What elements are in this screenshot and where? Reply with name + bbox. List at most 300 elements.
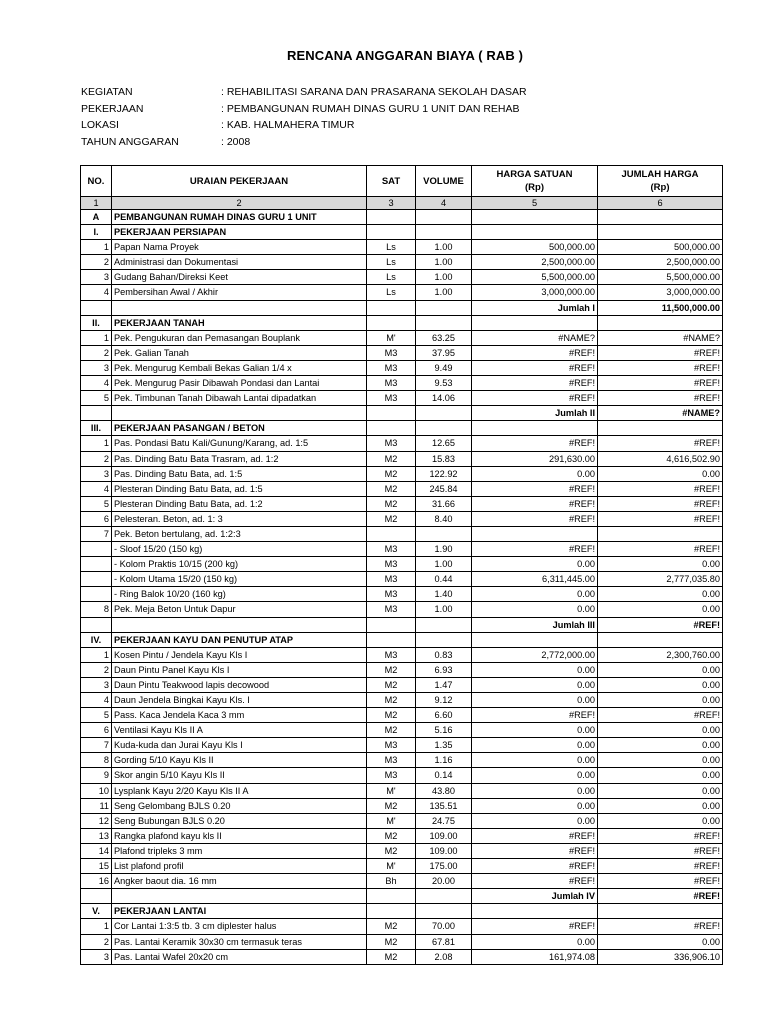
item-volume: 24.75 — [416, 813, 472, 828]
rab-table — [80, 165, 723, 965]
item-description: Daun Pintu Panel Kayu Kls I — [112, 662, 367, 677]
item-volume: 1.00 — [416, 255, 472, 270]
header-no: NO. — [81, 166, 112, 197]
cell-no — [81, 889, 112, 904]
item-description: Pek. Timbunan Tanah Dibawah Lantai dipadatkan — [112, 391, 367, 406]
item-number: 3 — [81, 949, 112, 964]
header-harga-line2: (Rp) — [525, 182, 544, 193]
item-number: 3 — [81, 466, 112, 481]
item-number: 4 — [81, 376, 112, 391]
item-number: 11 — [81, 798, 112, 813]
item-description: Skor angin 5/10 Kayu Kls II — [112, 768, 367, 783]
section-title: PEKERJAAN PERSIAPAN — [112, 225, 367, 240]
table-row — [81, 557, 723, 572]
cell-sat — [367, 632, 416, 647]
item-number: 2 — [81, 345, 112, 360]
section-number: A — [81, 210, 112, 225]
item-unit-price: #REF! — [472, 511, 598, 526]
cell-volume — [416, 617, 472, 632]
item-unit-price: 0.00 — [472, 783, 598, 798]
cell-sat — [367, 889, 416, 904]
item-volume: 0.44 — [416, 572, 472, 587]
item-total-price: 4,616,502.90 — [598, 451, 723, 466]
item-volume: 1.47 — [416, 677, 472, 692]
item-total-price: 0.00 — [598, 602, 723, 617]
item-unit-price: 0.00 — [472, 768, 598, 783]
cell-volume — [416, 315, 472, 330]
table-row — [81, 859, 723, 874]
cell-sat — [367, 421, 416, 436]
item-total-price: #REF! — [598, 345, 723, 360]
item-description: Pek. Meja Beton Untuk Dapur — [112, 602, 367, 617]
item-unit: Ls — [367, 270, 416, 285]
item-volume: 1.00 — [416, 285, 472, 300]
section-title: PEKERJAAN TANAH — [112, 315, 367, 330]
cell-volume — [416, 300, 472, 315]
cell-no — [81, 300, 112, 315]
item-unit: M' — [367, 783, 416, 798]
item-unit-price: #REF! — [472, 391, 598, 406]
meta-label: LOKASI — [81, 119, 119, 131]
item-unit: M2 — [367, 451, 416, 466]
item-unit: M3 — [367, 557, 416, 572]
item-unit-price: #REF! — [472, 874, 598, 889]
item-number: 8 — [81, 602, 112, 617]
item-description: - Kolom Utama 15/20 (150 kg) — [112, 572, 367, 587]
item-total-price: #REF! — [598, 843, 723, 858]
item-unit-price: #REF! — [472, 859, 598, 874]
item-volume: 1.00 — [416, 557, 472, 572]
table-row — [81, 345, 723, 360]
section-title: PEMBANGUNAN RUMAH DINAS GURU 1 UNIT — [112, 210, 367, 225]
item-volume: 0.83 — [416, 647, 472, 662]
item-unit-price: 0.00 — [472, 798, 598, 813]
item-total-price: 0.00 — [598, 723, 723, 738]
item-description: Plesteran Dinding Batu Bata, ad. 1:2 — [112, 496, 367, 511]
item-unit: M3 — [367, 542, 416, 557]
section-title: PEKERJAAN PASANGAN / BETON — [112, 421, 367, 436]
item-unit-price — [472, 526, 598, 541]
item-description: Plafond tripleks 3 mm — [112, 843, 367, 858]
meta-value: : PEMBANGUNAN RUMAH DINAS GURU 1 UNIT DAN REHAB — [221, 102, 520, 115]
cell-desc — [112, 406, 367, 421]
section-row — [81, 421, 723, 436]
item-unit-price: #REF! — [472, 436, 598, 451]
cell-sat — [367, 210, 416, 225]
item-unit-price: 0.00 — [472, 738, 598, 753]
item-number: 5 — [81, 391, 112, 406]
item-number: 4 — [81, 481, 112, 496]
table-row — [81, 451, 723, 466]
item-unit: M3 — [367, 572, 416, 587]
item-number: 3 — [81, 360, 112, 375]
item-total-price: #REF! — [598, 859, 723, 874]
cell-sat — [367, 225, 416, 240]
item-number: 2 — [81, 934, 112, 949]
item-description: Gudang Bahan/Direksi Keet — [112, 270, 367, 285]
item-total-price: #NAME? — [598, 330, 723, 345]
item-unit-price: 3,000,000.00 — [472, 285, 598, 300]
section-title: PEKERJAAN LANTAI — [112, 904, 367, 919]
item-unit-price: 2,500,000.00 — [472, 255, 598, 270]
item-volume: 37.95 — [416, 345, 472, 360]
item-unit: M' — [367, 813, 416, 828]
item-total-price: #REF! — [598, 496, 723, 511]
item-description: Pek. Pengukuran dan Pemasangan Bouplank — [112, 330, 367, 345]
item-number: 3 — [81, 270, 112, 285]
item-unit: Ls — [367, 240, 416, 255]
item-number: 1 — [81, 919, 112, 934]
table-row — [81, 376, 723, 391]
cell-sat — [367, 406, 416, 421]
cell-volume — [416, 210, 472, 225]
col-number: 6 — [598, 197, 723, 210]
item-volume: 15.83 — [416, 451, 472, 466]
header-jumlah-harga — [598, 166, 723, 197]
item-volume: 20.00 — [416, 874, 472, 889]
item-description: - Kolom Praktis 10/15 (200 kg) — [112, 557, 367, 572]
table-row — [81, 526, 723, 541]
item-description: Ventilasi Kayu Kls II A — [112, 723, 367, 738]
item-total-price: 0.00 — [598, 677, 723, 692]
section-number: I. — [81, 225, 112, 240]
header-jumlah-line2: (Rp) — [650, 182, 670, 193]
table-row — [81, 360, 723, 375]
table-row — [81, 285, 723, 300]
col-number: 1 — [81, 197, 112, 210]
item-number: 10 — [81, 783, 112, 798]
table-row — [81, 602, 723, 617]
item-unit: Ls — [367, 285, 416, 300]
item-unit-price: #REF! — [472, 360, 598, 375]
item-total-price — [598, 526, 723, 541]
item-unit-price: #REF! — [472, 376, 598, 391]
item-unit-price: 0.00 — [472, 813, 598, 828]
item-description: Pembersihan Awal / Akhir — [112, 285, 367, 300]
section-row — [81, 315, 723, 330]
item-description: List plafond profil — [112, 859, 367, 874]
item-total-price: 0.00 — [598, 662, 723, 677]
item-volume: 43.80 — [416, 783, 472, 798]
table-row — [81, 481, 723, 496]
item-description: Cor Lantai 1:3:5 tb. 3 cm diplester halus — [112, 919, 367, 934]
section-row — [81, 904, 723, 919]
item-description: Angker baout dia. 16 mm — [112, 874, 367, 889]
item-number: 2 — [81, 451, 112, 466]
item-total-price: 0.00 — [598, 798, 723, 813]
item-unit: M3 — [367, 436, 416, 451]
item-number — [81, 587, 112, 602]
item-unit — [367, 526, 416, 541]
item-description: - Ring Balok 10/20 (160 kg) — [112, 587, 367, 602]
item-description: Pas. Lantai Wafel 20x20 cm — [112, 949, 367, 964]
header-harga-line1: HARGA SATUAN — [496, 169, 573, 180]
item-total-price: #REF! — [598, 828, 723, 843]
col-number: 4 — [416, 197, 472, 210]
item-total-price: 5,500,000.00 — [598, 270, 723, 285]
item-unit: M3 — [367, 738, 416, 753]
item-volume — [416, 526, 472, 541]
item-unit: M2 — [367, 843, 416, 858]
cell-volume — [416, 421, 472, 436]
item-number: 15 — [81, 859, 112, 874]
item-unit-price: #REF! — [472, 481, 598, 496]
item-volume: 1.90 — [416, 542, 472, 557]
table-row — [81, 783, 723, 798]
item-total-price: #REF! — [598, 708, 723, 723]
table-row — [81, 798, 723, 813]
item-number: 6 — [81, 723, 112, 738]
item-number: 6 — [81, 511, 112, 526]
subtotal-label: Jumlah I — [472, 300, 598, 315]
cell-jumlah — [598, 421, 723, 436]
cell-sat — [367, 315, 416, 330]
item-total-price: 0.00 — [598, 693, 723, 708]
table-row — [81, 693, 723, 708]
table-row — [81, 723, 723, 738]
header-volume: VOLUME — [416, 166, 472, 197]
item-total-price: 0.00 — [598, 557, 723, 572]
page-title: RENCANA ANGGARAN BIAYA ( RAB ) — [286, 48, 524, 63]
section-row — [81, 225, 723, 240]
item-volume: 1.00 — [416, 240, 472, 255]
item-unit: M3 — [367, 768, 416, 783]
item-description: Kosen Pintu / Jendela Kayu Kls I — [112, 647, 367, 662]
meta-value: : 2008 — [221, 135, 251, 148]
item-volume: 2.08 — [416, 949, 472, 964]
item-unit: M2 — [367, 934, 416, 949]
item-total-price: 0.00 — [598, 466, 723, 481]
item-unit-price: 0.00 — [472, 466, 598, 481]
item-unit: M2 — [367, 723, 416, 738]
item-number: 3 — [81, 677, 112, 692]
item-volume: 1.16 — [416, 753, 472, 768]
table-row — [81, 874, 723, 889]
item-number: 14 — [81, 843, 112, 858]
item-volume: 135.51 — [416, 798, 472, 813]
item-unit: M3 — [367, 602, 416, 617]
table-row — [81, 768, 723, 783]
item-description: Daun Pintu Teakwood lapis decowood — [112, 677, 367, 692]
item-unit: Ls — [367, 255, 416, 270]
item-total-price: 0.00 — [598, 934, 723, 949]
item-total-price: 336,906.10 — [598, 949, 723, 964]
item-volume: 31.66 — [416, 496, 472, 511]
item-total-price: 0.00 — [598, 587, 723, 602]
cell-jumlah — [598, 210, 723, 225]
item-number: 2 — [81, 662, 112, 677]
table-row — [81, 270, 723, 285]
column-number-row — [81, 197, 723, 210]
item-description: Kuda-kuda dan Jurai Kayu Kls I — [112, 738, 367, 753]
item-volume: 63.25 — [416, 330, 472, 345]
item-unit: M2 — [367, 466, 416, 481]
item-number: 9 — [81, 768, 112, 783]
table-row — [81, 843, 723, 858]
item-total-price: #REF! — [598, 511, 723, 526]
cell-harga — [472, 315, 598, 330]
item-description: Rangka plafond kayu kls II — [112, 828, 367, 843]
cell-harga — [472, 210, 598, 225]
item-number: 16 — [81, 874, 112, 889]
item-unit: M3 — [367, 753, 416, 768]
item-unit: M2 — [367, 511, 416, 526]
item-description: Pelesteran. Beton, ad. 1: 3 — [112, 511, 367, 526]
cell-volume — [416, 632, 472, 647]
item-unit: M2 — [367, 708, 416, 723]
section-row — [81, 210, 723, 225]
table-row — [81, 572, 723, 587]
meta-value: : KAB. HALMAHERA TIMUR — [221, 119, 355, 131]
subtotal-label: Jumlah II — [472, 406, 598, 421]
col-number: 5 — [472, 197, 598, 210]
item-number: 1 — [81, 330, 112, 345]
col-number: 2 — [112, 197, 367, 210]
table-row — [81, 436, 723, 451]
item-unit: M2 — [367, 496, 416, 511]
cell-desc — [112, 300, 367, 315]
subtotal-row — [81, 300, 723, 315]
cell-volume — [416, 406, 472, 421]
item-volume: 9.49 — [416, 360, 472, 375]
item-number — [81, 572, 112, 587]
table-row — [81, 677, 723, 692]
item-unit: M2 — [367, 677, 416, 692]
subtotal-amount: #REF! — [598, 617, 723, 632]
item-description: Plesteran Dinding Batu Bata, ad. 1:5 — [112, 481, 367, 496]
item-number: 4 — [81, 285, 112, 300]
subtotal-amount: #REF! — [598, 889, 723, 904]
subtotal-row — [81, 889, 723, 904]
table-row — [81, 708, 723, 723]
item-unit: M2 — [367, 828, 416, 843]
item-unit-price: 2,772,000.00 — [472, 647, 598, 662]
item-total-price: #REF! — [598, 391, 723, 406]
item-volume: 109.00 — [416, 843, 472, 858]
item-unit: M3 — [367, 376, 416, 391]
item-total-price: 0.00 — [598, 753, 723, 768]
cell-desc — [112, 617, 367, 632]
item-total-price: 2,777,035.80 — [598, 572, 723, 587]
cell-no — [81, 406, 112, 421]
item-unit-price: #NAME? — [472, 330, 598, 345]
item-volume: 6.60 — [416, 708, 472, 723]
item-unit: M2 — [367, 481, 416, 496]
item-unit: Bh — [367, 874, 416, 889]
item-description: Pas. Pondasi Batu Kali/Gunung/Karang, ad. 1:5 — [112, 436, 367, 451]
table-row — [81, 240, 723, 255]
subtotal-amount: 11,500,000.00 — [598, 300, 723, 315]
item-description: Pas. Dinding Batu Bata Trasram, ad. 1:2 — [112, 451, 367, 466]
item-unit: M2 — [367, 662, 416, 677]
item-description: Pas. Dinding Batu Bata, ad. 1:5 — [112, 466, 367, 481]
item-total-price: #REF! — [598, 542, 723, 557]
cell-harga — [472, 904, 598, 919]
table-row — [81, 738, 723, 753]
item-unit-price: #REF! — [472, 542, 598, 557]
item-volume: 1.00 — [416, 602, 472, 617]
item-unit-price: #REF! — [472, 843, 598, 858]
table-row — [81, 828, 723, 843]
subtotal-amount: #NAME? — [598, 406, 723, 421]
item-description: - Sloof 15/20 (150 kg) — [112, 542, 367, 557]
cell-desc — [112, 889, 367, 904]
item-number: 1 — [81, 240, 112, 255]
item-volume: 245.84 — [416, 481, 472, 496]
item-volume: 0.14 — [416, 768, 472, 783]
cell-sat — [367, 904, 416, 919]
item-unit: M2 — [367, 949, 416, 964]
item-number: 5 — [81, 496, 112, 511]
item-total-price: 0.00 — [598, 738, 723, 753]
item-description: Lysplank Kayu 2/20 Kayu Kls II A — [112, 783, 367, 798]
header-uraian: URAIAN PEKERJAAN — [112, 166, 367, 197]
cell-harga — [472, 421, 598, 436]
item-total-price: #REF! — [598, 874, 723, 889]
item-volume: 122.92 — [416, 466, 472, 481]
item-volume: 9.12 — [416, 693, 472, 708]
item-volume: 5.16 — [416, 723, 472, 738]
item-unit-price: 0.00 — [472, 557, 598, 572]
item-unit: M3 — [367, 391, 416, 406]
item-description: Administrasi dan Dokumentasi — [112, 255, 367, 270]
item-total-price: 0.00 — [598, 783, 723, 798]
meta-label: KEGIATAN — [81, 86, 133, 98]
table-row — [81, 542, 723, 557]
item-unit-price: 500,000.00 — [472, 240, 598, 255]
cell-volume — [416, 904, 472, 919]
item-unit-price: 0.00 — [472, 693, 598, 708]
item-volume: 9.53 — [416, 376, 472, 391]
meta-value: : REHABILITASI SARANA DAN PRASARANA SEKOLAH DASAR — [221, 86, 527, 98]
meta-label: PEKERJAAN — [81, 102, 144, 115]
table-row — [81, 255, 723, 270]
table-row — [81, 753, 723, 768]
header-sat: SAT — [367, 166, 416, 197]
item-number: 1 — [81, 647, 112, 662]
item-unit-price: 0.00 — [472, 723, 598, 738]
item-number: 8 — [81, 753, 112, 768]
item-number — [81, 557, 112, 572]
table-row — [81, 919, 723, 934]
col-number: 3 — [367, 197, 416, 210]
item-number: 12 — [81, 813, 112, 828]
item-unit-price: 0.00 — [472, 677, 598, 692]
item-number: 4 — [81, 693, 112, 708]
item-number: 2 — [81, 255, 112, 270]
item-total-price: 500,000.00 — [598, 240, 723, 255]
item-total-price: 0.00 — [598, 768, 723, 783]
item-description: Pas. Lantai Keramik 30x30 cm termasuk teras — [112, 934, 367, 949]
item-unit-price: #REF! — [472, 345, 598, 360]
item-unit: M2 — [367, 798, 416, 813]
item-volume: 1.00 — [416, 270, 472, 285]
table-row — [81, 934, 723, 949]
table-row — [81, 330, 723, 345]
item-total-price: #REF! — [598, 376, 723, 391]
table-row — [81, 949, 723, 964]
cell-harga — [472, 632, 598, 647]
item-volume: 8.40 — [416, 511, 472, 526]
cell-jumlah — [598, 632, 723, 647]
item-unit: M3 — [367, 345, 416, 360]
item-description: Daun Jendela Bingkai Kayu Kls. I — [112, 693, 367, 708]
item-volume: 1.40 — [416, 587, 472, 602]
item-unit: M3 — [367, 647, 416, 662]
cell-jumlah — [598, 315, 723, 330]
item-volume: 12.65 — [416, 436, 472, 451]
table-row — [81, 466, 723, 481]
